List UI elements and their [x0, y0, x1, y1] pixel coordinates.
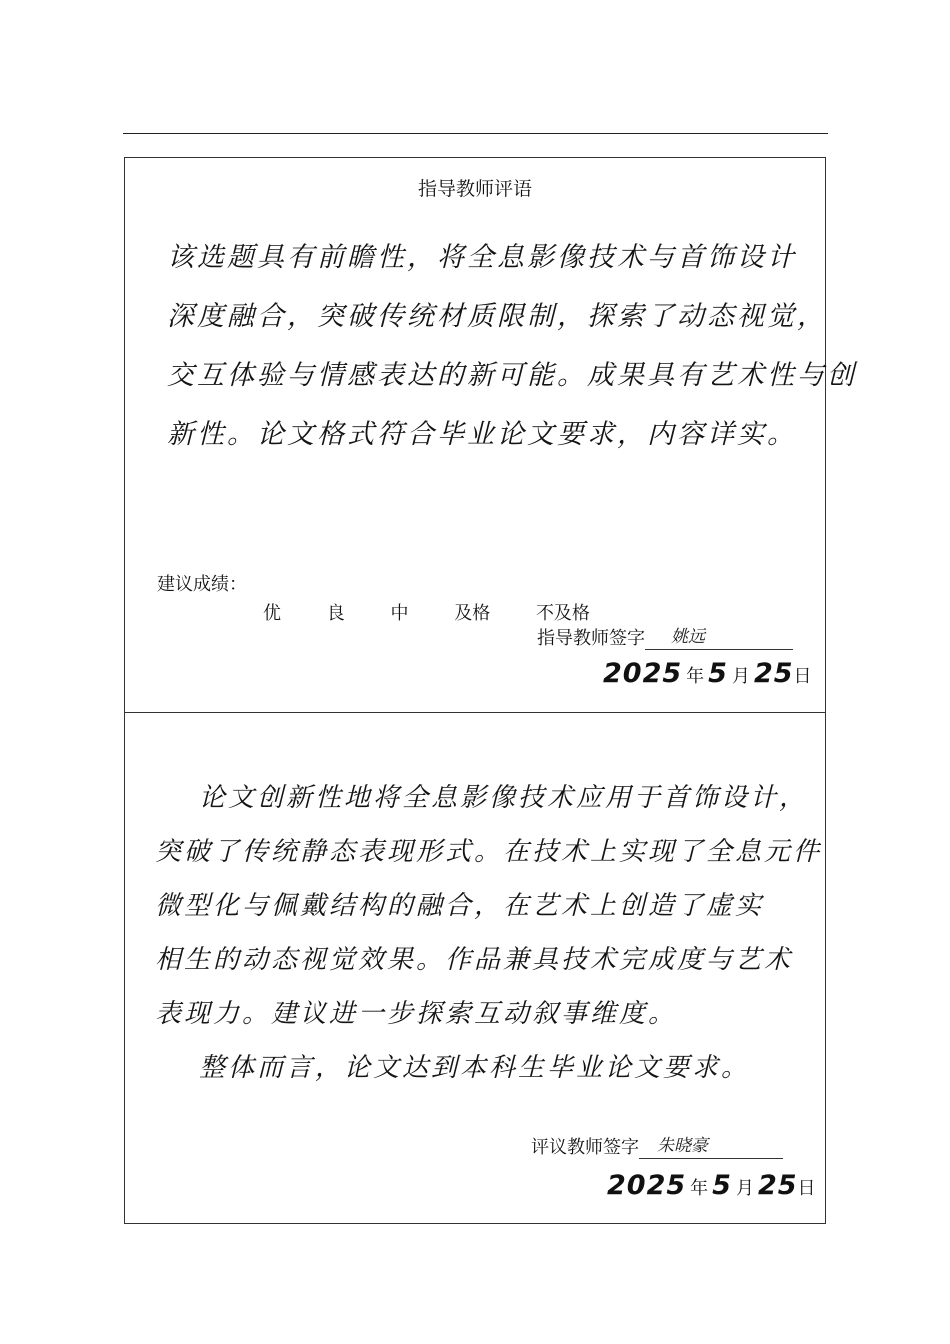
reviewer-section [125, 713, 825, 1223]
reviewer-comment-line: 整体而言，论文达到本科生毕业论文要求。 [199, 1053, 751, 1083]
reviewer-signature: 朱晓豪 [657, 1136, 708, 1156]
advisor-date [603, 658, 812, 689]
advisor-date-day-unit: 日 [793, 666, 812, 687]
reviewer-date-day-unit: 日 [797, 1178, 816, 1199]
reviewer-comment-line: 微型化与佩戴结构的融合，在艺术上创造了虚实 [155, 891, 765, 921]
reviewer-signature-label: 评议教师签字 [531, 1137, 639, 1158]
reviewer-comment-line: 论文创新性地将全息影像技术应用于首饰设计， [199, 783, 809, 813]
reviewer-date-year: 2025 [607, 1170, 687, 1201]
advisor-section-title: 指导教师评语 [417, 178, 532, 200]
evaluation-form [124, 157, 857, 1224]
advisor-date-year: 2025 [603, 658, 683, 689]
reviewer-date-month: 5 [712, 1170, 732, 1201]
reviewer-comment-line: 表现力。建议进一步探索互动叙事维度。 [155, 999, 678, 1029]
grade-options [263, 599, 612, 625]
grade-option-medium: 中 [390, 603, 409, 624]
reviewer-date [607, 1170, 816, 1201]
reviewer-date-year-unit: 年 [690, 1178, 709, 1199]
advisor-date-month-unit: 月 [731, 666, 750, 687]
reviewer-signature-line [639, 1134, 783, 1159]
advisor-date-year-unit: 年 [686, 666, 705, 687]
header-rule [123, 133, 828, 134]
grade-option-good: 良 [326, 603, 345, 624]
advisor-comment-line: 深度融合，突破传统材质限制，探索了动态视觉， [167, 301, 827, 332]
reviewer-date-month-unit: 月 [735, 1178, 754, 1199]
reviewer-comment [155, 771, 823, 1095]
advisor-comment-line: 交互体验与情感表达的新可能。成果具有艺术性与创 [167, 360, 857, 391]
grade-option-pass: 及格 [454, 603, 491, 624]
advisor-signature: 姚远 [671, 627, 705, 647]
advisor-signature-row [537, 624, 793, 650]
advisor-comment [167, 228, 857, 464]
grade-option-fail: 不及格 [535, 603, 590, 624]
advisor-date-month: 5 [708, 658, 728, 689]
grade-option-excellent: 优 [263, 603, 281, 624]
grade-label: 建议成绩： [157, 574, 247, 595]
advisor-comment-line: 新性。论文格式符合毕业论文要求，内容详实。 [167, 419, 797, 450]
reviewer-date-day: 25 [757, 1170, 798, 1201]
advisor-signature-label: 指导教师签字 [537, 628, 645, 649]
advisor-date-day: 25 [753, 658, 794, 689]
advisor-section [125, 158, 857, 713]
advisor-comment-line: 该选题具有前瞻性，将全息影像技术与首饰设计 [167, 242, 797, 273]
advisor-signature-line [645, 625, 793, 650]
reviewer-comment-line: 突破了传统静态表现形式。在技术上实现了全息元件 [155, 837, 823, 867]
reviewer-comment-line: 相生的动态视觉效果。作品兼具技术完成度与艺术 [155, 945, 794, 975]
reviewer-signature-row [531, 1133, 783, 1159]
